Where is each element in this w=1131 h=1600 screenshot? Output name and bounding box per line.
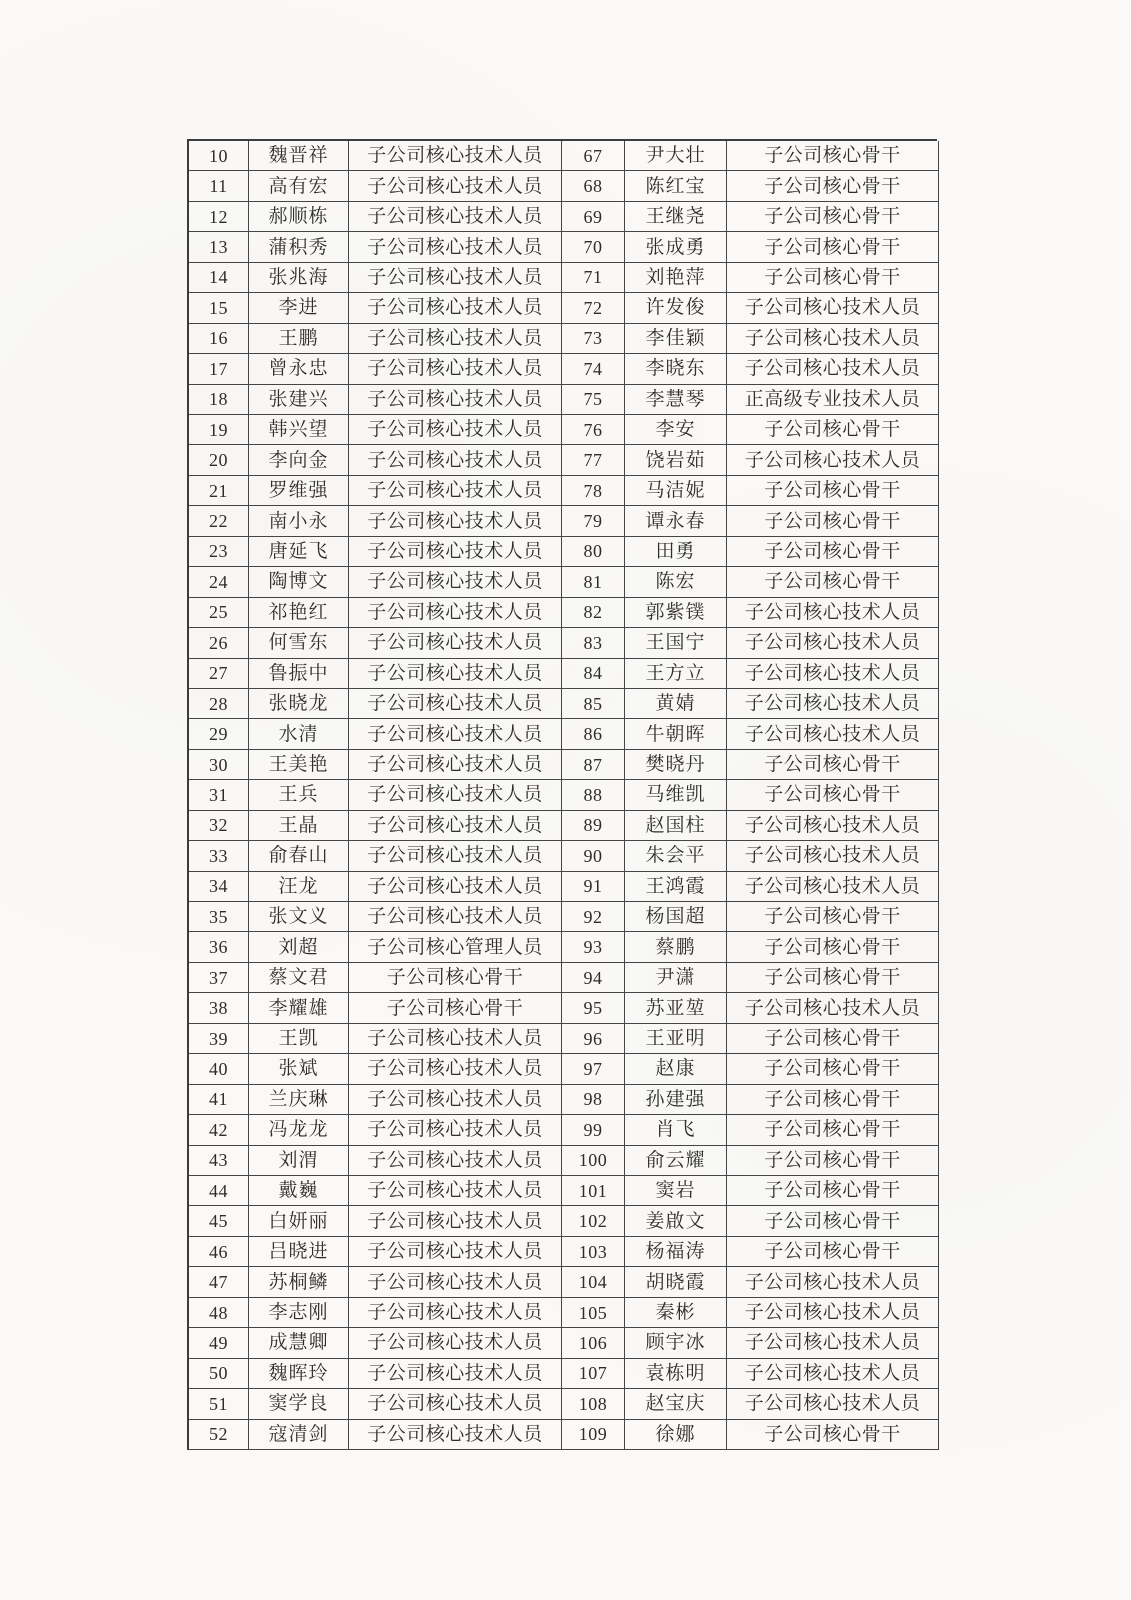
title-cell: 子公司核心技术人员 [727, 811, 939, 841]
row-number-cell: 93 [562, 932, 625, 962]
title-cell: 子公司核心技术人员 [727, 324, 939, 354]
row-number-cell: 97 [562, 1054, 625, 1084]
row-number-cell: 88 [562, 780, 625, 810]
title-cell: 子公司核心骨干 [727, 1085, 939, 1115]
row-number-cell: 20 [189, 445, 249, 475]
row-number-cell: 27 [189, 659, 249, 689]
title-cell: 子公司核心技术人员 [349, 1024, 562, 1054]
row-number-cell: 42 [189, 1115, 249, 1145]
name-cell: 赵国柱 [625, 811, 727, 841]
title-cell: 子公司核心技术人员 [349, 1054, 562, 1084]
name-cell: 汪龙 [249, 872, 349, 902]
title-cell: 子公司核心技术人员 [349, 902, 562, 932]
title-cell: 子公司核心技术人员 [727, 598, 939, 628]
name-cell: 窦岩 [625, 1176, 727, 1206]
title-cell: 子公司核心技术人员 [349, 659, 562, 689]
name-cell: 吕晓进 [249, 1237, 349, 1267]
title-cell: 子公司核心技术人员 [349, 385, 562, 415]
row-number-cell: 96 [562, 1024, 625, 1054]
row-number-cell: 46 [189, 1237, 249, 1267]
title-cell: 子公司核心骨干 [727, 1420, 939, 1450]
row-number-cell: 85 [562, 689, 625, 719]
row-number-cell: 52 [189, 1420, 249, 1450]
title-cell: 子公司核心技术人员 [349, 354, 562, 384]
row-number-cell: 75 [562, 385, 625, 415]
row-number-cell: 44 [189, 1176, 249, 1206]
name-cell: 牛朝晖 [625, 719, 727, 749]
row-number-cell: 102 [562, 1206, 625, 1236]
name-cell: 姜啟文 [625, 1206, 727, 1236]
name-cell: 马洁妮 [625, 476, 727, 506]
row-number-cell: 90 [562, 841, 625, 871]
row-number-cell: 13 [189, 232, 249, 262]
name-cell: 蔡鹏 [625, 932, 727, 962]
row-number-cell: 99 [562, 1115, 625, 1145]
row-number-cell: 103 [562, 1237, 625, 1267]
row-number-cell: 81 [562, 567, 625, 597]
row-number-cell: 38 [189, 993, 249, 1023]
title-cell: 子公司核心骨干 [727, 171, 939, 201]
title-cell: 子公司核心骨干 [727, 902, 939, 932]
name-cell: 刘艳萍 [625, 263, 727, 293]
title-cell: 子公司核心骨干 [727, 567, 939, 597]
title-cell: 子公司核心技术人员 [727, 354, 939, 384]
title-cell: 子公司核心技术人员 [349, 1267, 562, 1297]
row-number-cell: 14 [189, 263, 249, 293]
title-cell: 子公司核心骨干 [727, 141, 939, 171]
row-number-cell: 48 [189, 1298, 249, 1328]
row-number-cell: 86 [562, 719, 625, 749]
title-cell: 子公司核心技术人员 [727, 445, 939, 475]
title-cell: 子公司核心技术人员 [727, 1267, 939, 1297]
name-cell: 田勇 [625, 537, 727, 567]
title-cell: 子公司核心技术人员 [349, 506, 562, 536]
title-cell: 子公司核心技术人员 [349, 476, 562, 506]
title-cell: 子公司核心技术人员 [727, 628, 939, 658]
name-cell: 李晓东 [625, 354, 727, 384]
row-number-cell: 30 [189, 750, 249, 780]
name-cell: 俞云耀 [625, 1146, 727, 1176]
title-cell: 子公司核心技术人员 [349, 1146, 562, 1176]
title-cell: 子公司核心技术人员 [727, 689, 939, 719]
row-number-cell: 70 [562, 232, 625, 262]
title-cell: 子公司核心骨干 [349, 963, 562, 993]
title-cell: 子公司核心骨干 [727, 415, 939, 445]
name-cell: 朱会平 [625, 841, 727, 871]
row-number-cell: 31 [189, 780, 249, 810]
title-cell: 子公司核心骨干 [727, 1054, 939, 1084]
title-cell: 子公司核心骨干 [349, 993, 562, 1023]
row-number-cell: 92 [562, 902, 625, 932]
row-number-cell: 67 [562, 141, 625, 171]
name-cell: 魏晖玲 [249, 1359, 349, 1389]
title-cell: 子公司核心技术人员 [349, 598, 562, 628]
name-cell: 王晶 [249, 811, 349, 841]
row-number-cell: 24 [189, 567, 249, 597]
name-cell: 兰庆琳 [249, 1085, 349, 1115]
name-cell: 魏晋祥 [249, 141, 349, 171]
row-number-cell: 21 [189, 476, 249, 506]
row-number-cell: 74 [562, 354, 625, 384]
row-number-cell: 108 [562, 1389, 625, 1419]
name-cell: 樊晓丹 [625, 750, 727, 780]
row-number-cell: 22 [189, 506, 249, 536]
name-cell: 张兆海 [249, 263, 349, 293]
title-cell: 子公司核心骨干 [727, 537, 939, 567]
row-number-cell: 73 [562, 324, 625, 354]
name-cell: 黄婧 [625, 689, 727, 719]
title-cell: 子公司核心骨干 [727, 1115, 939, 1145]
title-cell: 子公司核心技术人员 [349, 719, 562, 749]
title-cell: 子公司核心技术人员 [349, 445, 562, 475]
name-cell: 俞春山 [249, 841, 349, 871]
row-number-cell: 69 [562, 202, 625, 232]
name-cell: 苏亚堃 [625, 993, 727, 1023]
name-cell: 高有宏 [249, 171, 349, 201]
row-number-cell: 101 [562, 1176, 625, 1206]
title-cell: 子公司核心技术人员 [349, 1359, 562, 1389]
row-number-cell: 76 [562, 415, 625, 445]
title-cell: 子公司核心骨干 [727, 476, 939, 506]
title-cell: 子公司核心技术人员 [349, 811, 562, 841]
title-cell: 子公司核心技术人员 [727, 1328, 939, 1358]
row-number-cell: 41 [189, 1085, 249, 1115]
row-number-cell: 87 [562, 750, 625, 780]
name-cell: 罗维强 [249, 476, 349, 506]
row-number-cell: 17 [189, 354, 249, 384]
name-cell: 肖飞 [625, 1115, 727, 1145]
name-cell: 张斌 [249, 1054, 349, 1084]
title-cell: 子公司核心技术人员 [727, 719, 939, 749]
title-cell: 子公司核心技术人员 [349, 324, 562, 354]
row-number-cell: 78 [562, 476, 625, 506]
row-number-cell: 89 [562, 811, 625, 841]
title-cell: 子公司核心技术人员 [349, 750, 562, 780]
row-number-cell: 15 [189, 293, 249, 323]
row-number-cell: 106 [562, 1328, 625, 1358]
title-cell: 子公司核心技术人员 [727, 872, 939, 902]
row-number-cell: 40 [189, 1054, 249, 1084]
title-cell: 正高级专业技术人员 [727, 385, 939, 415]
name-cell: 尹大壮 [625, 141, 727, 171]
name-cell: 李慧琴 [625, 385, 727, 415]
name-cell: 张成勇 [625, 232, 727, 262]
name-cell: 冯龙龙 [249, 1115, 349, 1145]
title-cell: 子公司核心技术人员 [727, 1359, 939, 1389]
row-number-cell: 100 [562, 1146, 625, 1176]
row-number-cell: 34 [189, 872, 249, 902]
personnel-table [187, 139, 937, 1450]
row-number-cell: 12 [189, 202, 249, 232]
title-cell: 子公司核心骨干 [727, 202, 939, 232]
title-cell: 子公司核心技术人员 [349, 263, 562, 293]
title-cell: 子公司核心骨干 [727, 1176, 939, 1206]
name-cell: 蔡文君 [249, 963, 349, 993]
name-cell: 秦彬 [625, 1298, 727, 1328]
row-number-cell: 36 [189, 932, 249, 962]
title-cell: 子公司核心技术人员 [349, 141, 562, 171]
row-number-cell: 29 [189, 719, 249, 749]
row-number-cell: 11 [189, 171, 249, 201]
name-cell: 苏桐鳞 [249, 1267, 349, 1297]
name-cell: 尹潇 [625, 963, 727, 993]
title-cell: 子公司核心骨干 [727, 1024, 939, 1054]
title-cell: 子公司核心技术人员 [349, 1115, 562, 1145]
title-cell: 子公司核心技术人员 [727, 293, 939, 323]
row-number-cell: 47 [189, 1267, 249, 1297]
row-number-cell: 43 [189, 1146, 249, 1176]
row-number-cell: 50 [189, 1359, 249, 1389]
title-cell: 子公司核心骨干 [727, 932, 939, 962]
title-cell: 子公司核心骨干 [727, 506, 939, 536]
name-cell: 刘超 [249, 932, 349, 962]
title-cell: 子公司核心技术人员 [349, 841, 562, 871]
title-cell: 子公司核心骨干 [727, 1146, 939, 1176]
row-number-cell: 18 [189, 385, 249, 415]
row-number-cell: 72 [562, 293, 625, 323]
name-cell: 许发俊 [625, 293, 727, 323]
name-cell: 徐娜 [625, 1420, 727, 1450]
title-cell: 子公司核心技术人员 [349, 1389, 562, 1419]
title-cell: 子公司核心技术人员 [349, 1420, 562, 1450]
name-cell: 寇清剑 [249, 1420, 349, 1450]
name-cell: 祁艳红 [249, 598, 349, 628]
title-cell: 子公司核心技术人员 [349, 872, 562, 902]
row-number-cell: 33 [189, 841, 249, 871]
name-cell: 赵宝庆 [625, 1389, 727, 1419]
row-number-cell: 68 [562, 171, 625, 201]
row-number-cell: 98 [562, 1085, 625, 1115]
name-cell: 顾宇冰 [625, 1328, 727, 1358]
name-cell: 成慧卿 [249, 1328, 349, 1358]
row-number-cell: 82 [562, 598, 625, 628]
row-number-cell: 84 [562, 659, 625, 689]
name-cell: 曾永忠 [249, 354, 349, 384]
name-cell: 王亚明 [625, 1024, 727, 1054]
name-cell: 戴巍 [249, 1176, 349, 1206]
title-cell: 子公司核心技术人员 [349, 1298, 562, 1328]
name-cell: 李进 [249, 293, 349, 323]
row-number-cell: 80 [562, 537, 625, 567]
name-cell: 窦学良 [249, 1389, 349, 1419]
name-cell: 李志刚 [249, 1298, 349, 1328]
name-cell: 饶岩茹 [625, 445, 727, 475]
row-number-cell: 77 [562, 445, 625, 475]
row-number-cell: 95 [562, 993, 625, 1023]
name-cell: 杨国超 [625, 902, 727, 932]
title-cell: 子公司核心技术人员 [349, 171, 562, 201]
title-cell: 子公司核心骨干 [727, 963, 939, 993]
row-number-cell: 105 [562, 1298, 625, 1328]
name-cell: 张文义 [249, 902, 349, 932]
name-cell: 陈红宝 [625, 171, 727, 201]
title-cell: 子公司核心管理人员 [349, 932, 562, 962]
name-cell: 王鸿霞 [625, 872, 727, 902]
title-cell: 子公司核心技术人员 [349, 1328, 562, 1358]
name-cell: 杨福涛 [625, 1237, 727, 1267]
row-number-cell: 83 [562, 628, 625, 658]
title-cell: 子公司核心技术人员 [727, 1298, 939, 1328]
title-cell: 子公司核心技术人员 [349, 293, 562, 323]
name-cell: 谭永春 [625, 506, 727, 536]
row-number-cell: 35 [189, 902, 249, 932]
name-cell: 王凯 [249, 1024, 349, 1054]
row-number-cell: 109 [562, 1420, 625, 1450]
title-cell: 子公司核心技术人员 [349, 232, 562, 262]
name-cell: 王兵 [249, 780, 349, 810]
name-cell: 张建兴 [249, 385, 349, 415]
title-cell: 子公司核心技术人员 [349, 1237, 562, 1267]
row-number-cell: 107 [562, 1359, 625, 1389]
name-cell: 马维凯 [625, 780, 727, 810]
title-cell: 子公司核心骨干 [727, 1206, 939, 1236]
title-cell: 子公司核心技术人员 [727, 659, 939, 689]
title-cell: 子公司核心技术人员 [349, 567, 562, 597]
name-cell: 王方立 [625, 659, 727, 689]
name-cell: 孙建强 [625, 1085, 727, 1115]
row-number-cell: 79 [562, 506, 625, 536]
name-cell: 南小永 [249, 506, 349, 536]
name-cell: 何雪东 [249, 628, 349, 658]
title-cell: 子公司核心技术人员 [349, 780, 562, 810]
row-number-cell: 37 [189, 963, 249, 993]
name-cell: 刘渭 [249, 1146, 349, 1176]
row-number-cell: 94 [562, 963, 625, 993]
title-cell: 子公司核心骨干 [727, 780, 939, 810]
name-cell: 陈宏 [625, 567, 727, 597]
name-cell: 郝顺栋 [249, 202, 349, 232]
row-number-cell: 104 [562, 1267, 625, 1297]
title-cell: 子公司核心技术人员 [727, 1389, 939, 1419]
row-number-cell: 71 [562, 263, 625, 293]
title-cell: 子公司核心技术人员 [349, 415, 562, 445]
row-number-cell: 51 [189, 1389, 249, 1419]
title-cell: 子公司核心骨干 [727, 750, 939, 780]
title-cell: 子公司核心技术人员 [349, 1085, 562, 1115]
name-cell: 郭紫镤 [625, 598, 727, 628]
title-cell: 子公司核心技术人员 [349, 537, 562, 567]
row-number-cell: 10 [189, 141, 249, 171]
name-cell: 袁栋明 [625, 1359, 727, 1389]
title-cell: 子公司核心技术人员 [349, 202, 562, 232]
name-cell: 水清 [249, 719, 349, 749]
title-cell: 子公司核心技术人员 [727, 993, 939, 1023]
name-cell: 李向金 [249, 445, 349, 475]
row-number-cell: 45 [189, 1206, 249, 1236]
name-cell: 李佳颖 [625, 324, 727, 354]
row-number-cell: 39 [189, 1024, 249, 1054]
name-cell: 李安 [625, 415, 727, 445]
name-cell: 王国宁 [625, 628, 727, 658]
row-number-cell: 91 [562, 872, 625, 902]
title-cell: 子公司核心技术人员 [349, 689, 562, 719]
title-cell: 子公司核心骨干 [727, 1237, 939, 1267]
row-number-cell: 28 [189, 689, 249, 719]
title-cell: 子公司核心骨干 [727, 263, 939, 293]
name-cell: 唐延飞 [249, 537, 349, 567]
name-cell: 鲁振中 [249, 659, 349, 689]
row-number-cell: 49 [189, 1328, 249, 1358]
name-cell: 王美艳 [249, 750, 349, 780]
name-cell: 王继尧 [625, 202, 727, 232]
name-cell: 张晓龙 [249, 689, 349, 719]
title-cell: 子公司核心技术人员 [349, 1206, 562, 1236]
name-cell: 蒲积秀 [249, 232, 349, 262]
row-number-cell: 23 [189, 537, 249, 567]
title-cell: 子公司核心骨干 [727, 232, 939, 262]
row-number-cell: 26 [189, 628, 249, 658]
name-cell: 韩兴望 [249, 415, 349, 445]
row-number-cell: 32 [189, 811, 249, 841]
name-cell: 李耀雄 [249, 993, 349, 1023]
row-number-cell: 16 [189, 324, 249, 354]
name-cell: 白妍丽 [249, 1206, 349, 1236]
row-number-cell: 25 [189, 598, 249, 628]
row-number-cell: 19 [189, 415, 249, 445]
title-cell: 子公司核心技术人员 [349, 1176, 562, 1206]
name-cell: 胡晓霞 [625, 1267, 727, 1297]
title-cell: 子公司核心技术人员 [349, 628, 562, 658]
title-cell: 子公司核心技术人员 [727, 841, 939, 871]
name-cell: 王鹏 [249, 324, 349, 354]
name-cell: 陶博文 [249, 567, 349, 597]
name-cell: 赵康 [625, 1054, 727, 1084]
